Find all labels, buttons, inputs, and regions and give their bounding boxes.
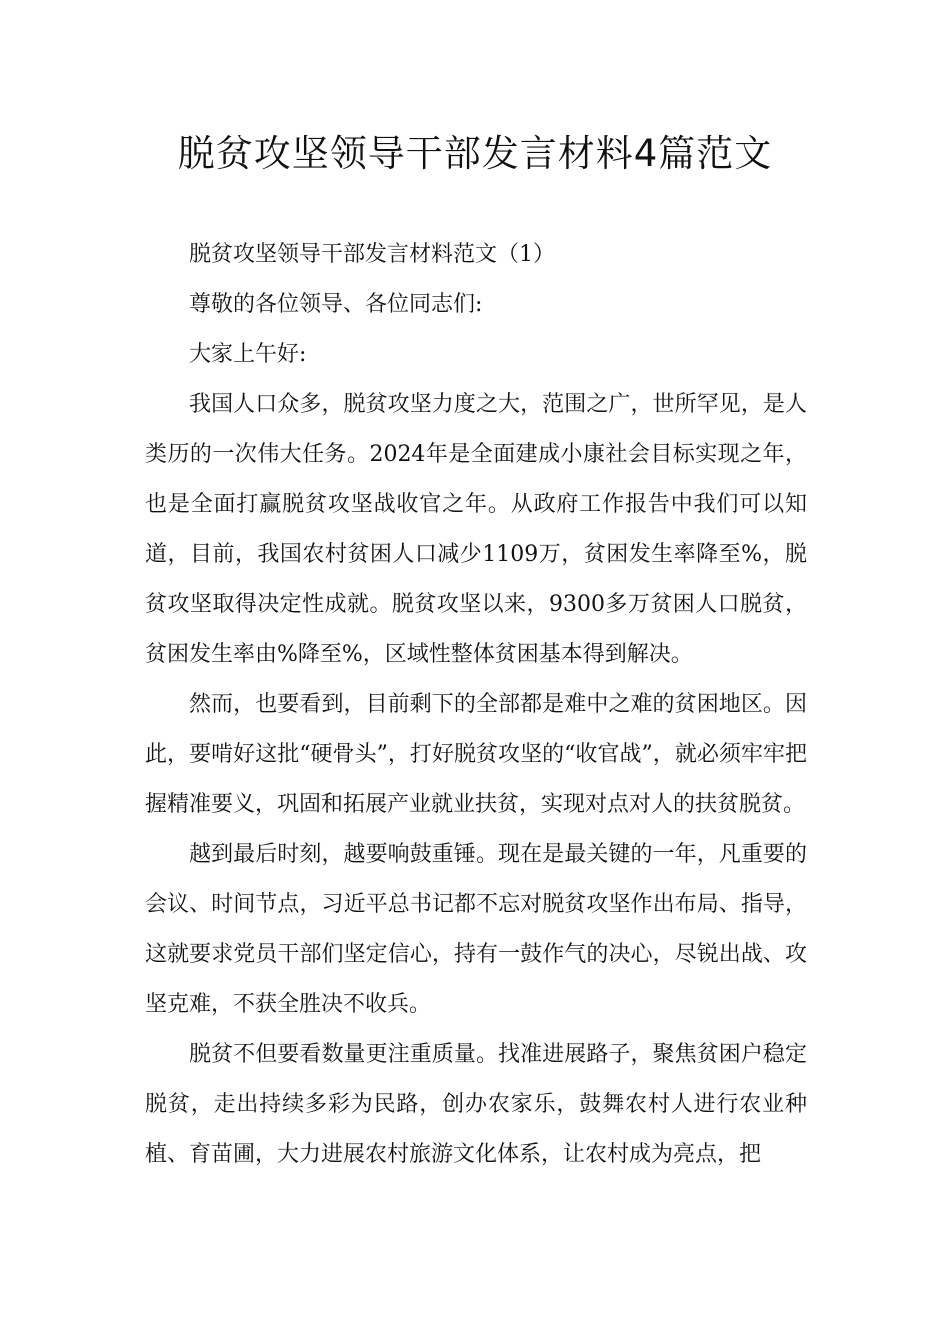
document-title: 脱贫攻坚领导干部发言材料4篇范文 [177, 132, 773, 175]
section-heading: 脱贫攻坚领导干部发言材料范文（1） [189, 242, 555, 267]
salutation: 尊敬的各位领导、各位同志们: [189, 292, 483, 317]
body-paragraph: 我国人口众多，脱贫攻坚力度之大，范围之广，世所罕见，是人类历的一次伟大任务。2024年是全面建成小康社会目标实现之年，也是全面打赢脱贫攻坚战收官之年。从政府工作报告中我们可以知道，目前，我国农村贫困人口减少1109万，贫困发生率降至%，脱贫攻坚取得决定性成就。脱贫攻坚以来，9300多万贫困人口脱贫，贫困发生率由%降至%，区域性整体贫困基本得到解决。 [145, 392, 807, 667]
body-paragraph: 然而，也要看到，目前剩下的全部都是难中之难的贫困地区。因此，要啃好这批“硬骨头”，打好脱贫攻坚的“收官战”，就必须牢牢把握精准要义，巩固和拓展产业就业扶贫，实现对点对人的扶贫脱贫。 [145, 692, 807, 817]
document-body [145, 230, 807, 1180]
body-paragraph: 越到最后时刻，越要响鼓重锤。现在是最关键的一年，凡重要的会议、时间节点，习近平总书记都不忘对脱贫攻坚作出布局、指导，这就要求党员干部们坚定信心，持有一鼓作气的决心，尽锐出战、攻坚克难，不获全胜决不收兵。 [145, 842, 807, 1017]
greeting: 大家上午好: [189, 342, 307, 367]
body-paragraph: 脱贫不但要看数量更注重质量。找准进展路子，聚焦贫困户稳定脱贫，走出持续多彩为民路，创办农家乐，鼓舞农村人进行农业种植、育苗圃，大力进展农村旅游文化体系，让农村成为亮点，把 [145, 1042, 807, 1167]
